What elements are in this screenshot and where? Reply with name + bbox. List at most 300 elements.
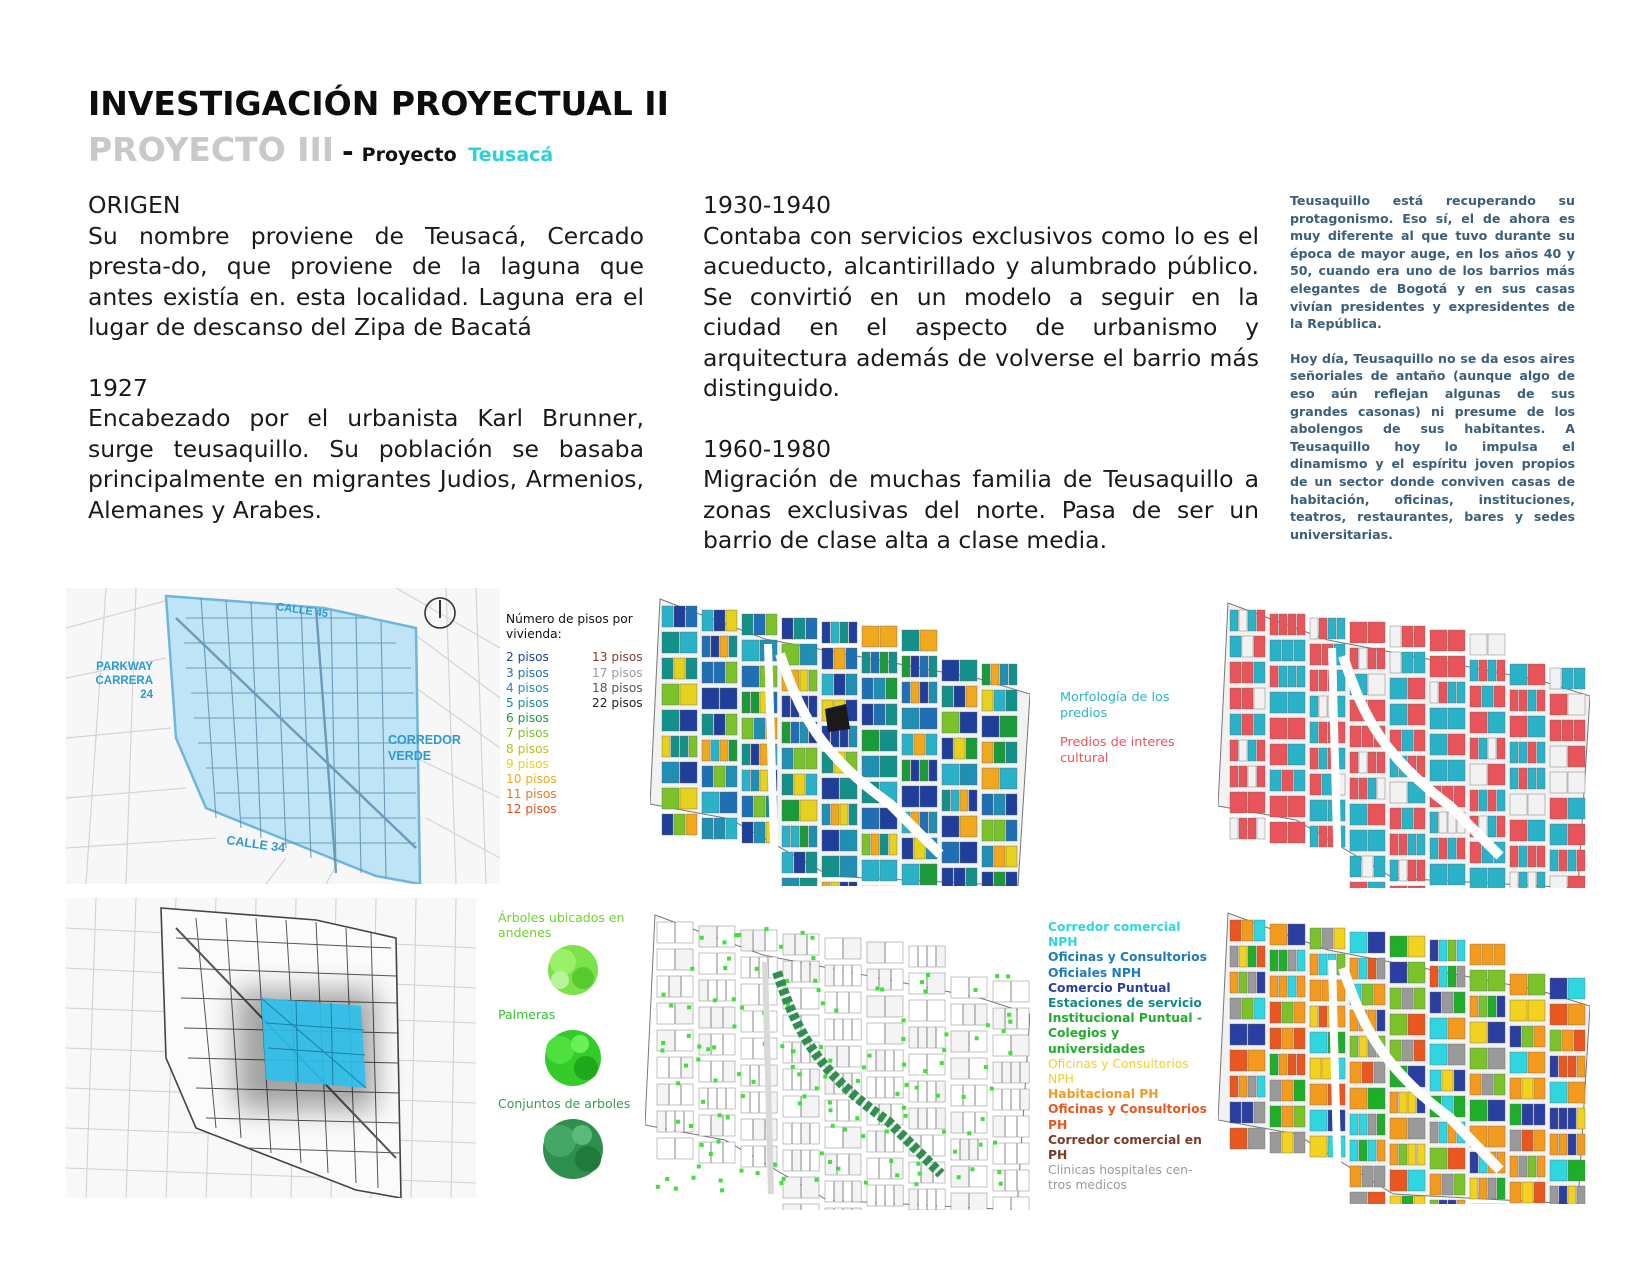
- parcel-block: [1310, 1058, 1321, 1079]
- parcel-block: [853, 1019, 861, 1040]
- parcel-block: [1390, 962, 1407, 983]
- parcel-block: [1002, 1062, 1010, 1083]
- parcel-block: [726, 714, 737, 735]
- parcel-block: [1482, 1074, 1493, 1095]
- parcel-block: [886, 996, 904, 1017]
- parcel-block: [714, 610, 725, 631]
- parcel-block: [942, 660, 959, 681]
- parcel-block: [702, 636, 710, 657]
- parcel-block: [942, 738, 953, 759]
- tree-marker: [662, 993, 666, 997]
- parcel-block: [1390, 652, 1401, 673]
- parcel-block: [874, 704, 885, 725]
- parcel-block: [1390, 1092, 1398, 1113]
- parcel-block: [1562, 720, 1573, 741]
- parcel-block: [1488, 790, 1496, 811]
- tree-marker: [904, 1114, 908, 1118]
- parcel-block: [742, 640, 759, 661]
- parcel-block: [699, 953, 717, 974]
- parcel-block: [1442, 1174, 1453, 1195]
- parcel-block: [1282, 1132, 1293, 1153]
- parcel-block: [1519, 768, 1527, 789]
- parcel-block: [1430, 966, 1438, 987]
- location-map: [66, 588, 500, 884]
- parcel-block: [1510, 1052, 1527, 1073]
- parcel-block: [831, 882, 839, 886]
- parcel-block: [1270, 692, 1287, 713]
- parcel-block: [1257, 1076, 1265, 1097]
- tree-marker: [875, 987, 879, 991]
- parcel-block: [822, 674, 833, 695]
- parcel-block: [1257, 818, 1265, 839]
- parcel-block: [657, 1111, 665, 1132]
- parcel-block: [1417, 860, 1425, 881]
- parcel-block: [1254, 998, 1265, 1019]
- tree-marker: [856, 1079, 860, 1083]
- parcel-block: [1497, 660, 1505, 681]
- parcel-block: [1448, 734, 1465, 755]
- parcel-block: [685, 1111, 693, 1132]
- tree-marker: [718, 1113, 722, 1117]
- parcel-block: [837, 992, 848, 1013]
- parcel-block: [892, 969, 903, 990]
- parcel-block: [1430, 864, 1447, 885]
- parcel-block: [791, 722, 799, 743]
- parcel-block: [1550, 876, 1567, 888]
- origen-text: Su nombre proviene de Teusacá, Cercado presta-do, que proviene de la laguna que antes existía en. esta localidad. Laguna era el lugar de descanso del Zipa de Bacatá: [88, 221, 644, 341]
- parcel-block: [702, 662, 713, 683]
- tree-marker: [962, 1095, 966, 1099]
- tree-marker: [823, 1075, 827, 1079]
- parcel-block: [1230, 920, 1241, 941]
- tree-marker: [990, 1087, 994, 1091]
- parcel-block: [902, 734, 913, 755]
- parcel-block: [702, 792, 719, 813]
- tree-marker: [901, 1037, 905, 1041]
- parcel-block: [879, 1158, 890, 1179]
- parcel-block: [876, 1185, 884, 1206]
- parcel-block: [1319, 954, 1327, 975]
- parcel-block: [1439, 838, 1447, 859]
- parcel-block: [1350, 1114, 1358, 1135]
- parcel-block: [1528, 974, 1545, 995]
- parcel-block: [1242, 1102, 1253, 1123]
- parcel-block: [1534, 1078, 1545, 1099]
- parcel-block: [834, 1181, 842, 1202]
- parcel-block: [1254, 662, 1265, 683]
- parcel-block: [806, 852, 817, 873]
- parcel-block: [874, 678, 885, 699]
- project-number: PROYECTO III: [88, 130, 335, 169]
- parcel-block: [1337, 696, 1345, 717]
- parcel-block: [676, 1138, 694, 1159]
- parcel-block: [1442, 1070, 1453, 1091]
- parcel-block: [720, 792, 737, 813]
- tree-marker: [674, 1187, 678, 1191]
- land-use-legend-item: Oficinas y Consultorios NPH: [1048, 1056, 1189, 1087]
- parcel-block: [1230, 662, 1241, 683]
- parcel-block: [662, 710, 679, 731]
- parcel-block: [982, 846, 993, 867]
- tree-marker: [896, 1092, 900, 1096]
- tree-marker: [915, 1086, 919, 1090]
- parcel-block: [662, 762, 679, 783]
- parcel-block: [1550, 1186, 1558, 1204]
- parcel-block: [754, 822, 765, 843]
- tree-marker: [885, 1129, 889, 1133]
- parcel-block: [1510, 716, 1527, 737]
- tree-marker: [732, 997, 736, 1001]
- parcel-block: [928, 1027, 936, 1048]
- parcel-block: [982, 690, 993, 711]
- parcel-block: [1537, 872, 1545, 888]
- tree-marker: [791, 1065, 795, 1069]
- parcel-block: [1550, 1108, 1558, 1129]
- parcel-block: [1408, 704, 1425, 725]
- parcel-block: [920, 630, 937, 651]
- parcel-block: [1230, 714, 1241, 735]
- tree-marker: [1002, 1029, 1006, 1033]
- parcel-block: [862, 730, 879, 751]
- tree-marker: [997, 1170, 1001, 1174]
- parcel-block: [686, 606, 697, 627]
- tree-marker: [1008, 1051, 1012, 1055]
- parcel-block: [960, 790, 968, 811]
- parcel-block: [1350, 830, 1367, 851]
- tree-marker: [741, 1094, 745, 1098]
- parcel-block: [1242, 688, 1253, 709]
- parcel-block: [741, 1146, 752, 1167]
- parcel-block: [1368, 752, 1376, 773]
- tree-marker: [953, 1150, 957, 1154]
- parcel-block: [699, 1007, 710, 1028]
- tree-marker: [993, 1141, 997, 1145]
- parcel-block: [726, 610, 737, 631]
- parcel-block: [937, 1189, 945, 1210]
- tree-marker: [828, 1160, 832, 1164]
- tree-marker: [687, 1034, 691, 1038]
- parcel-block: [1519, 872, 1527, 888]
- parcel-block: [1470, 764, 1487, 785]
- parcel-block: [680, 710, 697, 731]
- parcel-block: [1479, 996, 1487, 1017]
- parcel-block: [862, 834, 870, 855]
- parcel-block: [1568, 876, 1585, 888]
- parcel-block: [1350, 958, 1358, 979]
- parcel-block: [1550, 1134, 1558, 1155]
- parcel-block: [1430, 992, 1441, 1013]
- tree-marker: [733, 1025, 737, 1029]
- parcel-block: [1294, 1080, 1305, 1101]
- parcel-block: [1497, 1178, 1505, 1199]
- parcel-block: [954, 686, 965, 707]
- parcel-block: [1005, 1170, 1016, 1191]
- parcel-block: [1297, 976, 1305, 997]
- tree-marker: [717, 1140, 721, 1144]
- parcel-block: [1368, 674, 1385, 695]
- parcel-block: [867, 1077, 875, 1098]
- parcel-block: [699, 1088, 707, 1109]
- parcel-block: [1390, 834, 1398, 855]
- parcel-block: [1448, 682, 1456, 703]
- parcel-block: [718, 1088, 726, 1109]
- parcel-block: [1550, 1004, 1567, 1025]
- parcel-block: [662, 788, 679, 809]
- parcel-block: [1550, 772, 1567, 793]
- parcel-block: [1402, 652, 1413, 673]
- parcel-block: [867, 1023, 885, 1044]
- parcel-block: [918, 1027, 926, 1048]
- parcel-block: [970, 1193, 988, 1210]
- parcel-block: [960, 1139, 968, 1160]
- parcel-block: [1242, 920, 1253, 941]
- parcel-block: [1568, 850, 1576, 871]
- parcel-block: [1528, 768, 1536, 789]
- parcel-block: [714, 818, 725, 839]
- parcel-block: [729, 636, 737, 657]
- parcel-block: [937, 1027, 945, 1048]
- tree-marker: [999, 1182, 1003, 1186]
- parcel-block: [708, 1088, 716, 1109]
- tree-marker: [902, 1018, 906, 1022]
- parcel-block: [876, 1050, 884, 1071]
- tree-marker: [810, 936, 814, 940]
- parcel-block: [928, 1081, 936, 1102]
- parcel-block: [929, 760, 937, 781]
- parcel-block: [1488, 868, 1505, 888]
- parcel-block: [1448, 656, 1465, 677]
- parcel-block: [662, 658, 673, 679]
- parcel-block: [853, 965, 861, 986]
- parcel-block: [1310, 980, 1321, 1001]
- parcel-block: [760, 744, 768, 765]
- parcel-block: [1528, 794, 1545, 815]
- parcel-block: [880, 834, 888, 855]
- parcel-block: [680, 632, 697, 653]
- parcel-block: [1282, 1080, 1293, 1101]
- parcel-block: [783, 1177, 801, 1198]
- parcel-block: [1288, 796, 1305, 817]
- parcel-block: [657, 1057, 668, 1078]
- side-description: [1290, 192, 1575, 560]
- parcel-block: [1270, 666, 1278, 687]
- parcel-block: [1230, 1076, 1238, 1097]
- tree-marker: [815, 1086, 819, 1090]
- parcel-block: [1568, 1004, 1585, 1025]
- parcel-block: [1470, 996, 1478, 1017]
- parcel-block: [1374, 856, 1385, 877]
- parcel-block: [699, 980, 707, 1001]
- parcel-block: [867, 1050, 875, 1071]
- parcel-block: [782, 618, 793, 639]
- parcel-block: [1230, 740, 1238, 761]
- floors-legend: [506, 612, 656, 817]
- floors-legend-item: 3 pisos: [506, 665, 549, 680]
- parcel-block: [1430, 682, 1438, 703]
- parcel-block: [1350, 1088, 1367, 1109]
- tree-marker: [895, 1173, 899, 1177]
- tree-marker: [944, 1032, 948, 1036]
- parcel-block: [942, 868, 953, 886]
- parcel-block: [657, 949, 675, 970]
- parcel-block: [1550, 720, 1561, 741]
- parcel-block: [909, 1108, 917, 1129]
- parcel-block: [1430, 630, 1447, 651]
- parcel-block: [1448, 1148, 1465, 1169]
- parcel-block: [960, 764, 977, 785]
- parcel-block: [1568, 1186, 1576, 1204]
- parcel-block: [825, 1181, 833, 1202]
- parcel-block: [1439, 966, 1447, 987]
- parcel-block: [1470, 842, 1481, 863]
- parcel-block: [1488, 1022, 1505, 1043]
- parcel-block: [669, 1057, 680, 1078]
- parcel-block: [1368, 958, 1376, 979]
- parcel-block: [1430, 1044, 1447, 1065]
- parcel-block: [782, 748, 793, 769]
- parcel-block: [825, 1019, 833, 1040]
- parcel-block: [942, 816, 959, 837]
- land-use-legend-item: Clinicas hospitales cen-tros medicos: [1048, 1163, 1193, 1193]
- parcel-block: [1239, 740, 1247, 761]
- tree-marker: [802, 1094, 806, 1098]
- floors-legend-item: 2 pisos: [506, 650, 549, 665]
- parcel-block: [982, 794, 993, 815]
- parcel-block: [1350, 804, 1367, 825]
- parcel-block: [1310, 1136, 1327, 1157]
- tree-marker: [828, 1059, 832, 1063]
- parcel-block: [699, 1061, 710, 1082]
- parcel-block: [1399, 1144, 1407, 1165]
- parcel-block: [918, 1108, 926, 1129]
- parcel-block: [1328, 618, 1336, 639]
- parcel-block: [1417, 1144, 1425, 1165]
- tree-marker: [855, 1116, 859, 1120]
- parcel-block: [1270, 1132, 1281, 1153]
- tree-marker: [957, 1175, 961, 1179]
- parcel-block: [928, 973, 946, 994]
- parcel-block: [1239, 766, 1247, 787]
- parcel-block: [1006, 846, 1017, 867]
- parcel-block: [929, 656, 937, 677]
- project-subtitle: [88, 130, 553, 169]
- parcel-block: [1430, 940, 1438, 961]
- parcel-block: [741, 984, 759, 1005]
- parcel-block: [1390, 860, 1398, 881]
- parcel-block: [1528, 664, 1545, 685]
- parcel-block: [1310, 954, 1318, 975]
- parcel-block: [1368, 622, 1385, 643]
- parcel-block: [1319, 826, 1327, 847]
- parcel-block: [867, 1158, 878, 1179]
- parcel-block: [1454, 1174, 1465, 1195]
- parcel-block: [1470, 790, 1478, 811]
- parcel-block: [1430, 734, 1447, 755]
- parcel-block: [867, 942, 885, 963]
- tree-marker: [981, 1117, 985, 1121]
- tree-marker: [821, 1001, 825, 1005]
- tree-marker: [815, 1178, 819, 1182]
- parcel-block: [880, 756, 897, 777]
- parcel-block: [920, 786, 937, 807]
- parcel-block: [753, 1038, 764, 1059]
- parcel-block: [966, 738, 977, 759]
- tree-marker: [726, 1116, 730, 1120]
- tree-marker: [829, 1108, 833, 1112]
- parcel-block: [889, 652, 897, 673]
- parcel-block: [1282, 640, 1293, 661]
- parcel-block: [1297, 950, 1305, 971]
- parcel-block: [886, 1077, 894, 1098]
- parcel-block: [960, 712, 977, 733]
- parcel-block: [742, 744, 750, 765]
- parcel-block: [853, 1208, 861, 1210]
- parcel-block: [844, 1181, 852, 1202]
- parcel-block: [886, 1023, 904, 1044]
- parcel-block: [1239, 972, 1247, 993]
- side-paragraph-1: Teusaquillo está recuperando su protagonismo. Eso sí, el de ahora es muy diferente al que tuvo durante su época de mayor auge, en los años 40 y 50, cuando era uno de los barrios más elegantes de Bogotá y en sus casas vivían presidentes y expresidentes de la República.: [1290, 193, 1575, 332]
- parcel-block: [994, 794, 1005, 815]
- tree-marker: [665, 1177, 669, 1181]
- y1927-heading: 1927: [88, 373, 148, 402]
- tree-marker: [676, 1081, 680, 1085]
- parcel-block: [1230, 972, 1238, 993]
- parcel-block: [1018, 1170, 1029, 1191]
- parcel-block: [1448, 708, 1465, 729]
- parcel-block: [1006, 742, 1017, 763]
- parcel-block: [782, 696, 790, 717]
- parcel-block: [1319, 1006, 1327, 1027]
- label-parkway: PARKWAY CARRERA 24: [95, 661, 153, 701]
- parcel-block: [1414, 988, 1425, 1009]
- parcel-block: [1248, 1076, 1256, 1097]
- parcel-block: [783, 1096, 801, 1117]
- parcel-block: [800, 800, 817, 821]
- tree-marker: [923, 1069, 927, 1073]
- parcel-block: [1288, 1054, 1296, 1075]
- parcel-block: [742, 718, 753, 739]
- parcel-block: [718, 980, 726, 1001]
- parcel-block: [802, 1096, 820, 1117]
- parcel-block: [1568, 746, 1585, 767]
- parcel-block: [809, 826, 817, 847]
- parcel-block: [1479, 1178, 1487, 1199]
- floors-legend-item: 11 pisos: [506, 787, 557, 802]
- parcel-block: [1510, 1130, 1521, 1151]
- tree-marker: [843, 1128, 847, 1132]
- parcel-block: [792, 1069, 800, 1090]
- parcel-block: [1448, 760, 1465, 781]
- parcel-block: [1337, 1006, 1345, 1027]
- parcel-block: [1288, 822, 1305, 843]
- parcel-block: [1248, 792, 1265, 813]
- parcel-block: [1248, 1128, 1265, 1149]
- parcel-block: [1534, 1130, 1545, 1151]
- y1927-text: Encabezado por el urbanista Karl Brunner, surge teusaquillo. Su población se basaba principalmente en migrantes Judios, Armenios, Alemanes y Arabes.: [88, 404, 644, 524]
- parcel-block: [942, 686, 953, 707]
- parcel-block: [871, 652, 879, 673]
- parcel-block: [1568, 798, 1585, 819]
- parcel-block: [1242, 998, 1253, 1019]
- parcel-block: [1390, 1196, 1401, 1204]
- parcel-block: [1510, 1078, 1521, 1099]
- parcel-block: [1522, 1026, 1533, 1047]
- parcel-block: [702, 740, 710, 761]
- parcel-block: [1448, 940, 1456, 961]
- parcel-block: [1021, 1089, 1029, 1110]
- parcel-block: [982, 742, 993, 763]
- parcel-block: [1470, 1178, 1478, 1199]
